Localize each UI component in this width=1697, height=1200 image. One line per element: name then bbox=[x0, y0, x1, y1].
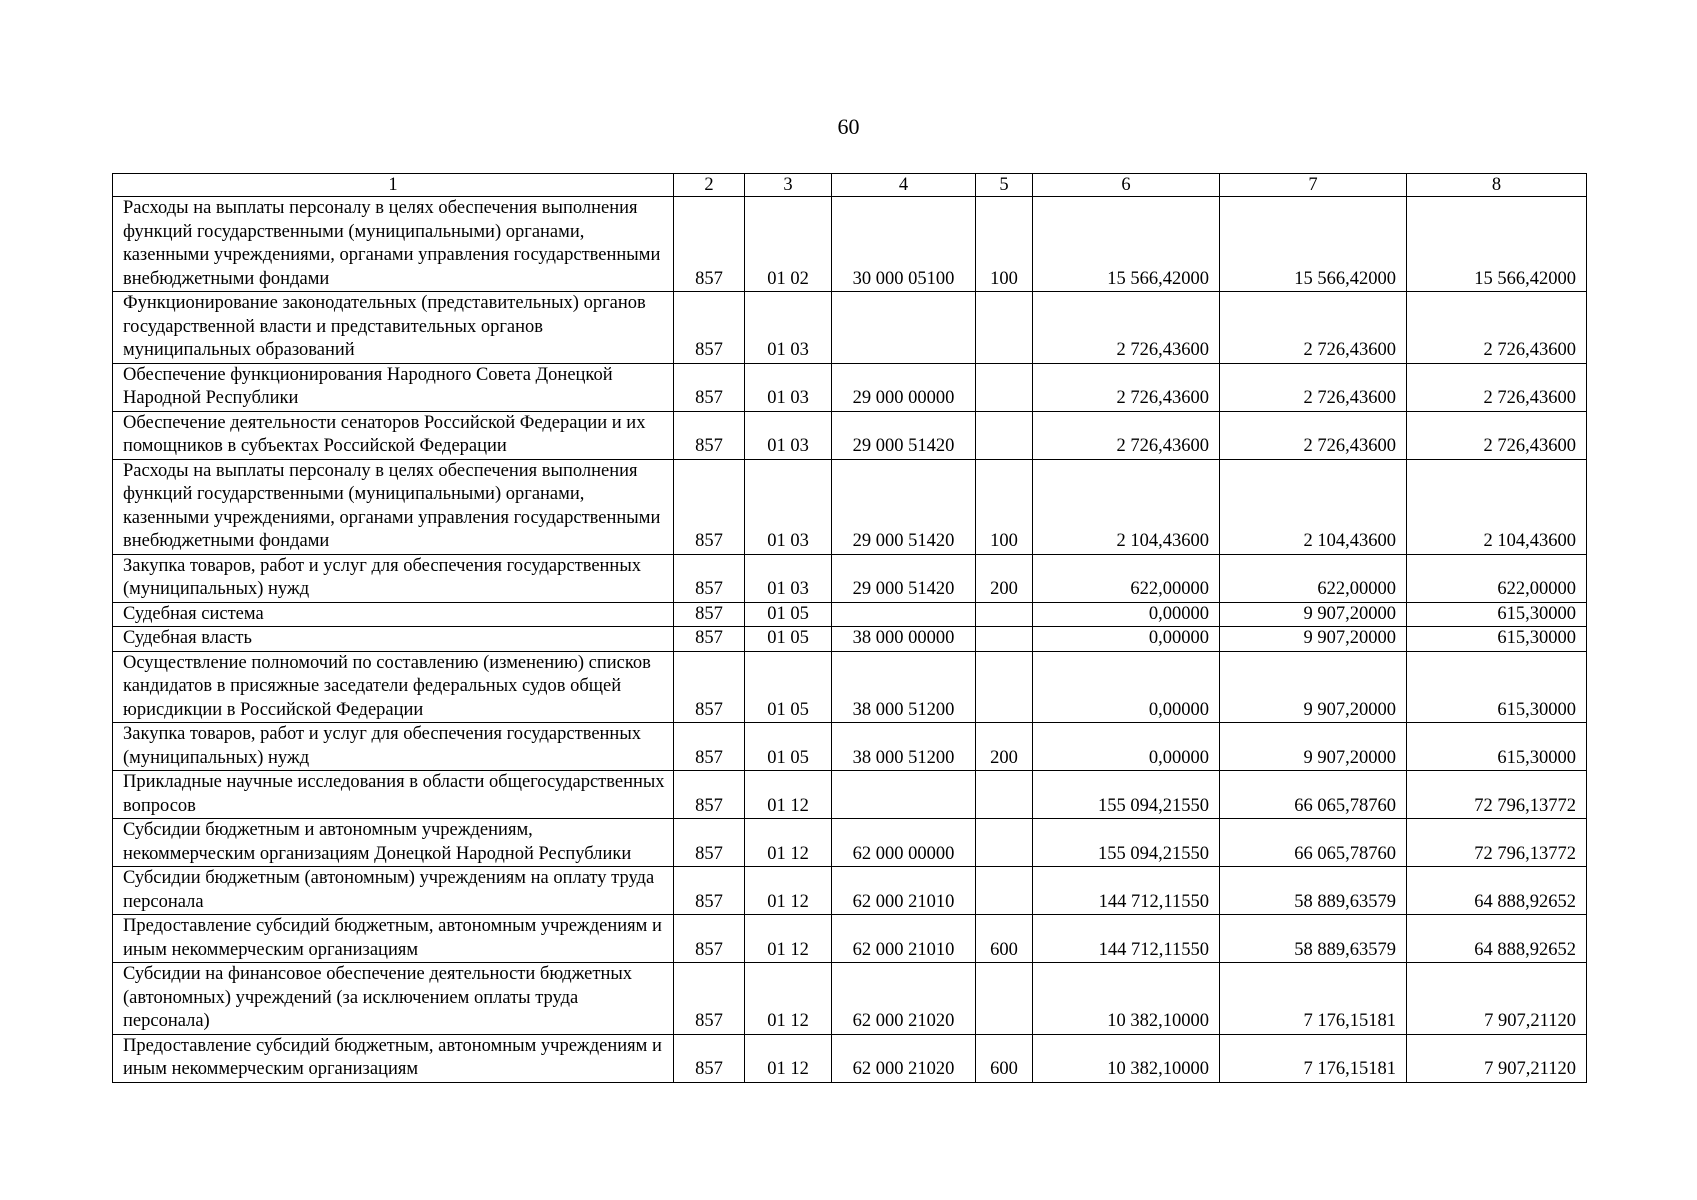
page-number: 60 bbox=[837, 114, 860, 139]
amount-col6-cell: 10 382,10000 bbox=[1033, 1034, 1220, 1082]
amount-col6-cell: 15 566,42000 bbox=[1033, 197, 1220, 292]
expense-type-cell bbox=[976, 411, 1033, 459]
amount-col6-cell: 2 726,43600 bbox=[1033, 363, 1220, 411]
target-article-cell: 30 000 05100 bbox=[832, 197, 976, 292]
department-code-cell: 857 bbox=[674, 819, 745, 867]
target-article-cell: 38 000 00000 bbox=[832, 627, 976, 652]
expense-name-cell: Расходы на выплаты персоналу в целях обеспечения выполнения функций государственными (муниципальными) органами, казенными учреждениями, органами управления государственными внебюджетными фондами bbox=[113, 197, 674, 292]
target-article-cell: 62 000 21020 bbox=[832, 1034, 976, 1082]
section-code-cell: 01 03 bbox=[745, 292, 832, 364]
amount-col8-cell: 615,30000 bbox=[1407, 602, 1587, 627]
target-article-cell: 62 000 00000 bbox=[832, 819, 976, 867]
expense-name-cell: Судебная власть bbox=[113, 627, 674, 652]
target-article-cell: 38 000 51200 bbox=[832, 651, 976, 723]
amount-col8-cell: 7 907,21120 bbox=[1407, 1034, 1587, 1082]
table-header-row bbox=[113, 174, 1587, 197]
target-article-cell: 29 000 51420 bbox=[832, 459, 976, 554]
target-article-cell bbox=[832, 292, 976, 364]
section-code-cell: 01 03 bbox=[745, 363, 832, 411]
amount-col7-cell: 9 907,20000 bbox=[1220, 627, 1407, 652]
amount-col8-cell: 72 796,13772 bbox=[1407, 771, 1587, 819]
expense-name-cell: Обеспечение деятельности сенаторов Российской Федерации и их помощников в субъектах Российской Федерации bbox=[113, 411, 674, 459]
department-code-cell: 857 bbox=[674, 602, 745, 627]
amount-col7-cell: 2 726,43600 bbox=[1220, 411, 1407, 459]
column-header: 1 bbox=[113, 174, 674, 197]
expense-name-cell: Прикладные научные исследования в области общегосударственных вопросов bbox=[113, 771, 674, 819]
amount-col7-cell: 9 907,20000 bbox=[1220, 602, 1407, 627]
amount-col8-cell: 2 726,43600 bbox=[1407, 363, 1587, 411]
table-row bbox=[113, 819, 1587, 867]
amount-col7-cell: 7 176,15181 bbox=[1220, 1034, 1407, 1082]
table-row bbox=[113, 363, 1587, 411]
expense-type-cell bbox=[976, 771, 1033, 819]
table-row bbox=[113, 554, 1587, 602]
expense-name-cell: Осуществление полномочий по составлению (изменению) списков кандидатов в присяжные заседатели федеральных судов общей юрисдикции в Российской Федерации bbox=[113, 651, 674, 723]
amount-col7-cell: 2 726,43600 bbox=[1220, 292, 1407, 364]
table-row bbox=[113, 459, 1587, 554]
expense-name-cell: Функционирование законодательных (представительных) органов государственной власти и представительных органов муниципальных образований bbox=[113, 292, 674, 364]
amount-col8-cell: 15 566,42000 bbox=[1407, 197, 1587, 292]
table-row bbox=[113, 915, 1587, 963]
target-article-cell: 29 000 51420 bbox=[832, 554, 976, 602]
expense-name-cell: Субсидии бюджетным (автономным) учреждениям на оплату труда персонала bbox=[113, 867, 674, 915]
section-code-cell: 01 12 bbox=[745, 1034, 832, 1082]
department-code-cell: 857 bbox=[674, 292, 745, 364]
expense-type-cell bbox=[976, 363, 1033, 411]
amount-col7-cell: 58 889,63579 bbox=[1220, 867, 1407, 915]
target-article-cell: 38 000 51200 bbox=[832, 723, 976, 771]
expense-type-cell bbox=[976, 292, 1033, 364]
department-code-cell: 857 bbox=[674, 197, 745, 292]
amount-col8-cell: 615,30000 bbox=[1407, 627, 1587, 652]
department-code-cell: 857 bbox=[674, 411, 745, 459]
amount-col6-cell: 0,00000 bbox=[1033, 627, 1220, 652]
section-code-cell: 01 02 bbox=[745, 197, 832, 292]
amount-col8-cell: 615,30000 bbox=[1407, 723, 1587, 771]
amount-col8-cell: 7 907,21120 bbox=[1407, 963, 1587, 1035]
expense-name-cell: Закупка товаров, работ и услуг для обеспечения государственных (муниципальных) нужд bbox=[113, 554, 674, 602]
expense-name-cell: Предоставление субсидий бюджетным, автономным учреждениям и иным некоммерческим организациям bbox=[113, 915, 674, 963]
section-code-cell: 01 05 bbox=[745, 627, 832, 652]
target-article-cell: 62 000 21010 bbox=[832, 915, 976, 963]
table-row bbox=[113, 627, 1587, 652]
target-article-cell bbox=[832, 602, 976, 627]
expense-name-cell: Расходы на выплаты персоналу в целях обеспечения выполнения функций государственными (муниципальными) органами, казенными учреждениями, органами управления государственными внебюджетными фондами bbox=[113, 459, 674, 554]
target-article-cell: 29 000 00000 bbox=[832, 363, 976, 411]
column-header: 2 bbox=[674, 174, 745, 197]
amount-col6-cell: 2 726,43600 bbox=[1033, 292, 1220, 364]
amount-col6-cell: 144 712,11550 bbox=[1033, 915, 1220, 963]
section-code-cell: 01 05 bbox=[745, 651, 832, 723]
section-code-cell: 01 12 bbox=[745, 915, 832, 963]
amount-col6-cell: 155 094,21550 bbox=[1033, 819, 1220, 867]
section-code-cell: 01 12 bbox=[745, 963, 832, 1035]
amount-col7-cell: 9 907,20000 bbox=[1220, 651, 1407, 723]
amount-col8-cell: 2 726,43600 bbox=[1407, 292, 1587, 364]
budget-table bbox=[112, 173, 1587, 1083]
amount-col6-cell: 144 712,11550 bbox=[1033, 867, 1220, 915]
amount-col7-cell: 15 566,42000 bbox=[1220, 197, 1407, 292]
section-code-cell: 01 03 bbox=[745, 459, 832, 554]
table-row bbox=[113, 651, 1587, 723]
amount-col6-cell: 2 104,43600 bbox=[1033, 459, 1220, 554]
table-row bbox=[113, 411, 1587, 459]
department-code-cell: 857 bbox=[674, 963, 745, 1035]
amount-col6-cell: 0,00000 bbox=[1033, 651, 1220, 723]
department-code-cell: 857 bbox=[674, 554, 745, 602]
target-article-cell bbox=[832, 771, 976, 819]
amount-col8-cell: 2 104,43600 bbox=[1407, 459, 1587, 554]
column-header: 8 bbox=[1407, 174, 1587, 197]
expense-name-cell: Судебная система bbox=[113, 602, 674, 627]
amount-col8-cell: 622,00000 bbox=[1407, 554, 1587, 602]
target-article-cell: 62 000 21010 bbox=[832, 867, 976, 915]
section-code-cell: 01 12 bbox=[745, 867, 832, 915]
amount-col8-cell: 64 888,92652 bbox=[1407, 915, 1587, 963]
amount-col7-cell: 66 065,78760 bbox=[1220, 819, 1407, 867]
expense-type-cell bbox=[976, 651, 1033, 723]
expense-type-cell bbox=[976, 602, 1033, 627]
amount-col6-cell: 0,00000 bbox=[1033, 723, 1220, 771]
expense-name-cell: Предоставление субсидий бюджетным, автономным учреждениям и иным некоммерческим организациям bbox=[113, 1034, 674, 1082]
column-header: 4 bbox=[832, 174, 976, 197]
section-code-cell: 01 12 bbox=[745, 819, 832, 867]
amount-col8-cell: 72 796,13772 bbox=[1407, 819, 1587, 867]
amount-col7-cell: 58 889,63579 bbox=[1220, 915, 1407, 963]
expense-type-cell bbox=[976, 963, 1033, 1035]
table-row bbox=[113, 723, 1587, 771]
amount-col6-cell: 155 094,21550 bbox=[1033, 771, 1220, 819]
expense-type-cell bbox=[976, 867, 1033, 915]
target-article-cell: 29 000 51420 bbox=[832, 411, 976, 459]
amount-col8-cell: 615,30000 bbox=[1407, 651, 1587, 723]
amount-col8-cell: 64 888,92652 bbox=[1407, 867, 1587, 915]
column-header: 6 bbox=[1033, 174, 1220, 197]
expense-name-cell: Закупка товаров, работ и услуг для обеспечения государственных (муниципальных) нужд bbox=[113, 723, 674, 771]
department-code-cell: 857 bbox=[674, 651, 745, 723]
amount-col7-cell: 622,00000 bbox=[1220, 554, 1407, 602]
section-code-cell: 01 03 bbox=[745, 554, 832, 602]
section-code-cell: 01 05 bbox=[745, 602, 832, 627]
section-code-cell: 01 03 bbox=[745, 411, 832, 459]
expense-type-cell: 100 bbox=[976, 197, 1033, 292]
column-header: 5 bbox=[976, 174, 1033, 197]
expense-name-cell: Субсидии бюджетным и автономным учреждениям, некоммерческим организациям Донецкой Народной Республики bbox=[113, 819, 674, 867]
department-code-cell: 857 bbox=[674, 627, 745, 652]
amount-col6-cell: 622,00000 bbox=[1033, 554, 1220, 602]
amount-col8-cell: 2 726,43600 bbox=[1407, 411, 1587, 459]
expense-type-cell bbox=[976, 627, 1033, 652]
column-header: 7 bbox=[1220, 174, 1407, 197]
amount-col6-cell: 2 726,43600 bbox=[1033, 411, 1220, 459]
table-row bbox=[113, 197, 1587, 292]
expense-type-cell bbox=[976, 819, 1033, 867]
table-row bbox=[113, 602, 1587, 627]
department-code-cell: 857 bbox=[674, 459, 745, 554]
amount-col7-cell: 9 907,20000 bbox=[1220, 723, 1407, 771]
department-code-cell: 857 bbox=[674, 1034, 745, 1082]
amount-col6-cell: 0,00000 bbox=[1033, 602, 1220, 627]
expense-type-cell: 600 bbox=[976, 1034, 1033, 1082]
amount-col7-cell: 2 104,43600 bbox=[1220, 459, 1407, 554]
expense-name-cell: Обеспечение функционирования Народного Совета Донецкой Народной Республики bbox=[113, 363, 674, 411]
amount-col6-cell: 10 382,10000 bbox=[1033, 963, 1220, 1035]
section-code-cell: 01 05 bbox=[745, 723, 832, 771]
department-code-cell: 857 bbox=[674, 867, 745, 915]
expense-type-cell: 200 bbox=[976, 554, 1033, 602]
amount-col7-cell: 66 065,78760 bbox=[1220, 771, 1407, 819]
amount-col7-cell: 2 726,43600 bbox=[1220, 363, 1407, 411]
department-code-cell: 857 bbox=[674, 363, 745, 411]
table-row bbox=[113, 1034, 1587, 1082]
expense-name-cell: Субсидии на финансовое обеспечение деятельности бюджетных (автономных) учреждений (за исключением оплаты труда персонала) bbox=[113, 963, 674, 1035]
table-row bbox=[113, 963, 1587, 1035]
expense-type-cell: 600 bbox=[976, 915, 1033, 963]
amount-col7-cell: 7 176,15181 bbox=[1220, 963, 1407, 1035]
department-code-cell: 857 bbox=[674, 915, 745, 963]
target-article-cell: 62 000 21020 bbox=[832, 963, 976, 1035]
department-code-cell: 857 bbox=[674, 771, 745, 819]
expense-type-cell: 200 bbox=[976, 723, 1033, 771]
table-row bbox=[113, 867, 1587, 915]
column-header: 3 bbox=[745, 174, 832, 197]
section-code-cell: 01 12 bbox=[745, 771, 832, 819]
expense-type-cell: 100 bbox=[976, 459, 1033, 554]
department-code-cell: 857 bbox=[674, 723, 745, 771]
table-row bbox=[113, 292, 1587, 364]
table-row bbox=[113, 771, 1587, 819]
